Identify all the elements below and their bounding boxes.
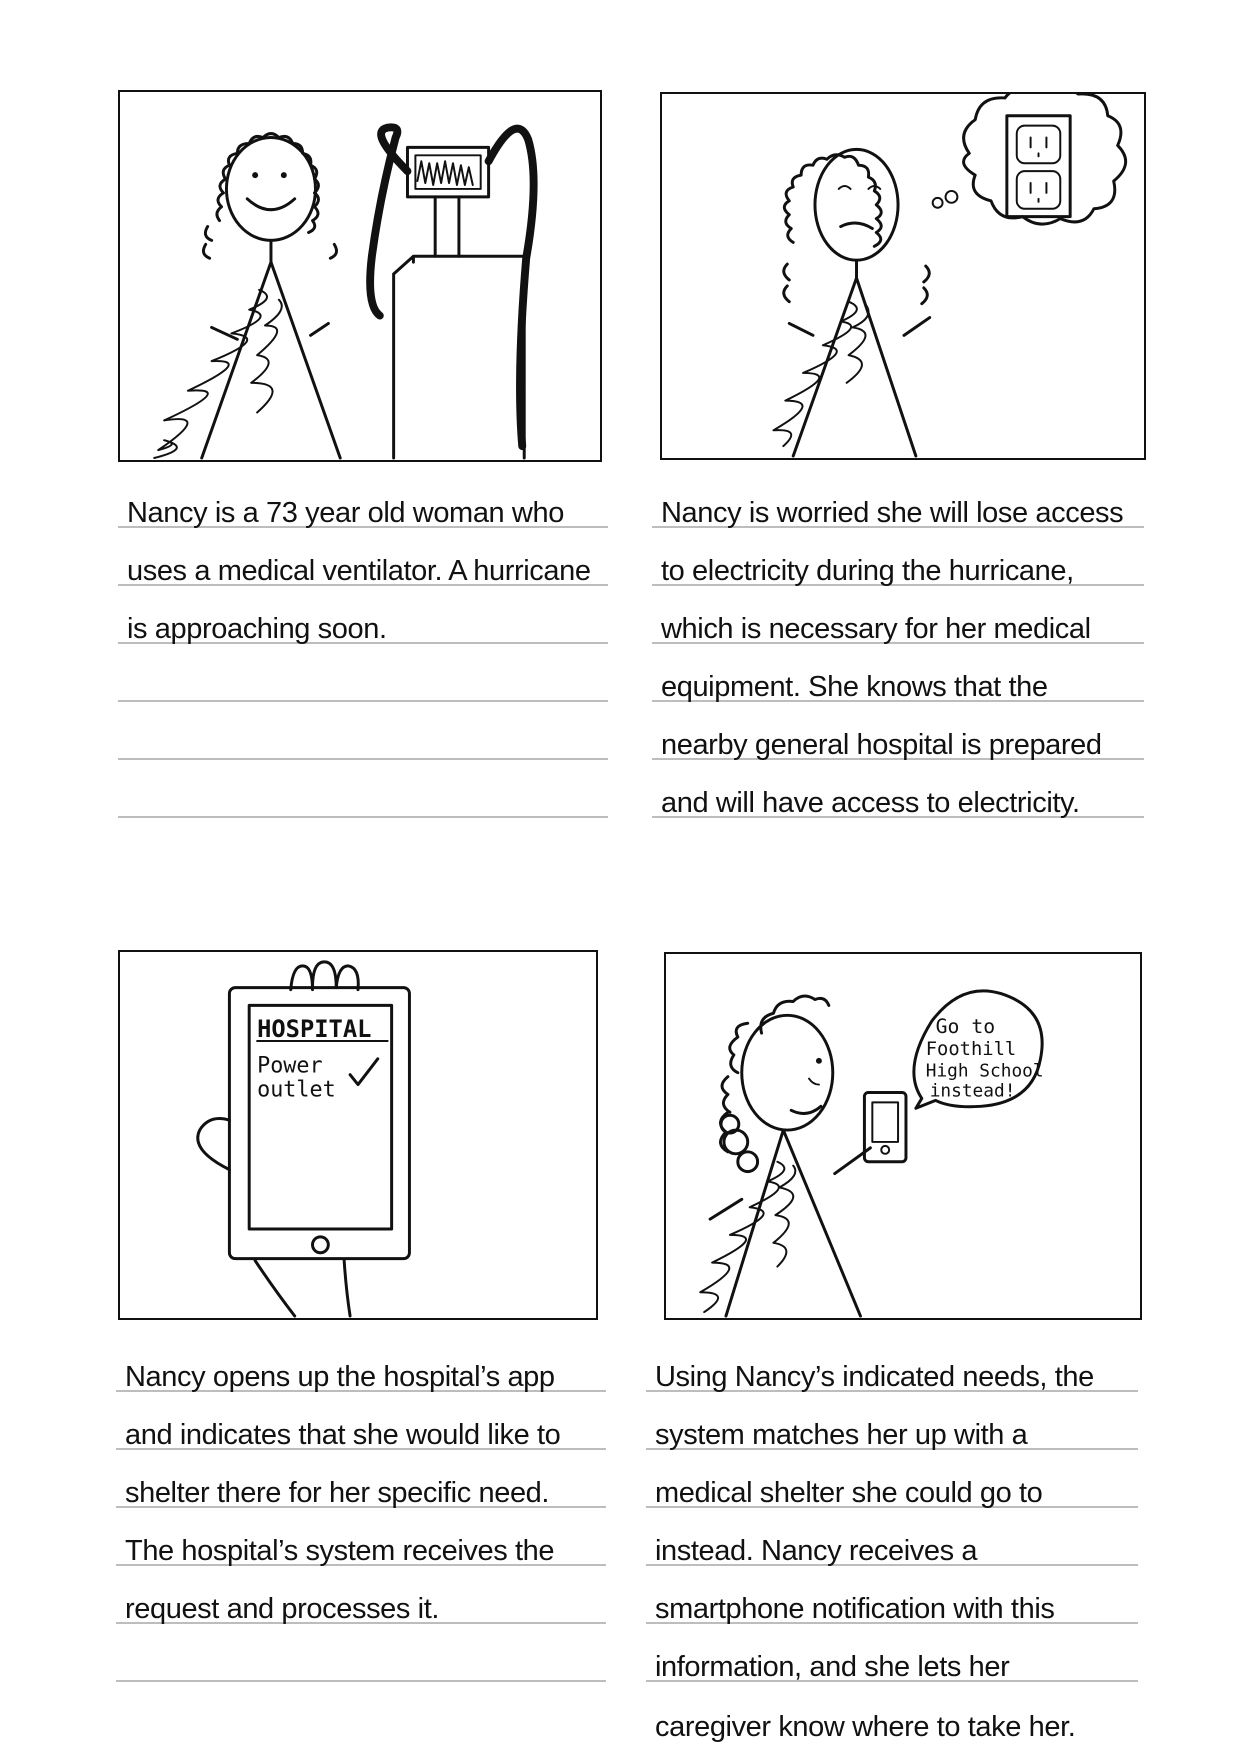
checkmark-icon: [350, 1059, 378, 1085]
screen-item-outlet: outlet: [257, 1077, 336, 1103]
caption-line: nearby general hospital is prepared: [652, 702, 1144, 760]
bubble-line-4: instead!: [929, 1080, 1016, 1102]
panel-3-caption: [116, 1334, 606, 1682]
panel-4-caption: [646, 1334, 1138, 1743]
screen-item-power: Power: [257, 1053, 323, 1079]
caption-line: Nancy is worried she will lose access: [652, 470, 1144, 528]
caption-line: request and processes it.: [116, 1566, 606, 1624]
caption-line: instead. Nancy receives a: [646, 1508, 1138, 1566]
caption-line: is approaching soon.: [118, 586, 608, 644]
bubble-line-3: High School: [925, 1060, 1044, 1082]
caption-line: [116, 1624, 606, 1682]
worried-woman-drawing: [662, 94, 1144, 458]
woman-with-ventilator-drawing: [120, 92, 600, 460]
caption-line: smartphone notification with this: [646, 1566, 1138, 1624]
panel-4-sketch: [664, 952, 1142, 1320]
caption-line: uses a medical ventilator. A hurricane: [118, 528, 608, 586]
caption-line: shelter there for her specific need.: [116, 1450, 606, 1508]
hand-holding-tablet-drawing: [120, 952, 596, 1318]
caption-line: and indicates that she would like to: [116, 1392, 606, 1450]
caption-line: The hospital’s system receives the: [116, 1508, 606, 1566]
caption-line: and will have access to electricity.: [652, 760, 1144, 818]
caption-line: Using Nancy’s indicated needs, the: [646, 1334, 1138, 1392]
panel-3-sketch: [118, 950, 598, 1320]
bubble-line-2: Foothill: [925, 1038, 1017, 1060]
caption-line: caregiver know where to take her.: [655, 1711, 1076, 1743]
woman-with-smartphone-drawing: [666, 954, 1140, 1318]
screen-title: HOSPITAL: [257, 1015, 372, 1044]
panel-1-caption: [118, 470, 608, 818]
caption-line: equipment. She knows that the: [652, 644, 1144, 702]
caption-line: Nancy opens up the hospital’s app: [116, 1334, 606, 1392]
panel-2-sketch: [660, 92, 1146, 460]
panel-2-caption: [652, 470, 1144, 818]
caption-line: [118, 702, 608, 760]
caption-line: system matches her up with a: [646, 1392, 1138, 1450]
caption-line: to electricity during the hurricane,: [652, 528, 1144, 586]
caption-line: information, and she lets her: [646, 1624, 1138, 1682]
caption-line: [118, 760, 608, 818]
caption-line: [118, 644, 608, 702]
caption-line: which is necessary for her medical: [652, 586, 1144, 644]
bubble-line-1: Go to: [935, 1015, 996, 1039]
caption-line: medical shelter she could go to: [646, 1450, 1138, 1508]
caption-line: Nancy is a 73 year old woman who: [118, 470, 608, 528]
panel-1-sketch: [118, 90, 602, 462]
